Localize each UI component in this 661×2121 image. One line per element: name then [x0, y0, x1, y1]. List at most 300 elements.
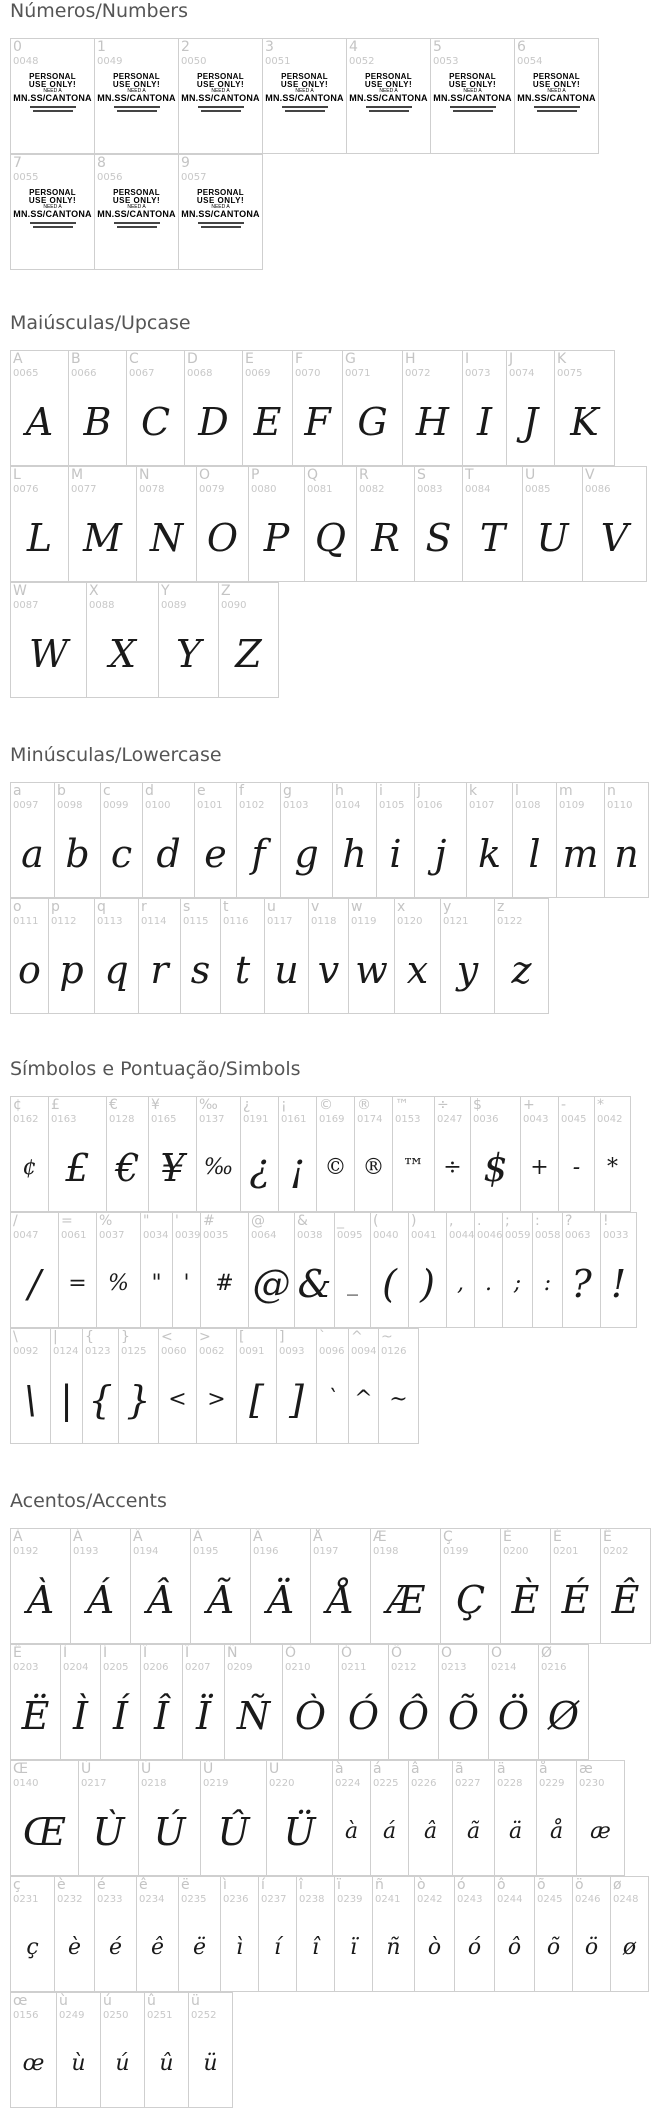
glyph-cell[interactable]	[334, 1876, 373, 1992]
glyph-char-label: &	[297, 1213, 308, 1229]
glyph-cell[interactable]	[180, 898, 221, 1014]
glyph-cell[interactable]	[338, 1644, 389, 1760]
glyph-char-label: a	[13, 783, 22, 799]
glyph-cell[interactable]	[10, 582, 87, 698]
glyph-cell[interactable]	[94, 898, 139, 1014]
glyph-cell[interactable]	[414, 782, 467, 898]
glyph-cell[interactable]	[506, 350, 555, 466]
glyph-preview: Ä	[266, 1578, 295, 1622]
glyph-cell[interactable]	[86, 582, 159, 698]
glyph-preview: ê	[150, 1935, 165, 1960]
glyph-preview: M	[83, 516, 122, 560]
glyph-char-label: ~	[381, 1329, 393, 1345]
glyph-cell[interactable]	[310, 1528, 371, 1644]
glyph-cell[interactable]	[242, 350, 293, 466]
glyph-cell[interactable]	[434, 1096, 471, 1212]
glyph-code-label: 0071	[345, 368, 371, 379]
glyph-preview: €	[115, 1146, 140, 1190]
glyph-char-label: æ	[579, 1761, 593, 1777]
glyph-char-label: O	[199, 467, 211, 483]
glyph-cell[interactable]	[136, 466, 197, 582]
glyph-preview: Ü	[283, 1810, 316, 1854]
glyph-cell[interactable]	[182, 1644, 225, 1760]
glyph-cell[interactable]	[10, 1528, 71, 1644]
glyph-code-label: 0245	[537, 1894, 563, 1905]
glyph-preview: H	[415, 400, 450, 444]
sample-line-l3: NEED A	[127, 88, 146, 94]
glyph-cell[interactable]	[604, 782, 649, 898]
glyph-cell[interactable]	[10, 1876, 55, 1992]
glyph-cell[interactable]	[334, 1212, 371, 1328]
glyph-cell[interactable]	[438, 1644, 489, 1760]
glyph-code-label: 0207	[185, 1662, 211, 1673]
glyph-cell[interactable]	[10, 350, 69, 466]
glyph-cell[interactable]	[514, 38, 599, 154]
glyph-cell[interactable]	[236, 1328, 277, 1444]
glyph-cell[interactable]	[60, 1644, 101, 1760]
glyph-code-label: 0205	[103, 1662, 129, 1673]
glyph-cell[interactable]	[262, 38, 347, 154]
glyph-cell[interactable]	[10, 782, 55, 898]
glyph-cell[interactable]	[250, 1528, 311, 1644]
glyph-cell[interactable]	[594, 1096, 631, 1212]
glyph-cell[interactable]	[220, 1876, 259, 1992]
sample-line-l1: PERSONAL	[281, 72, 328, 81]
glyph-cell[interactable]	[462, 350, 507, 466]
glyph-code-label: 0104	[335, 800, 361, 811]
glyph-code-label: 0234	[139, 1894, 165, 1905]
glyph-cell[interactable]	[414, 1876, 455, 1992]
glyph-code-label: 0204	[63, 1662, 89, 1673]
glyph-cell[interactable]	[200, 1212, 249, 1328]
glyph-cell[interactable]	[522, 466, 583, 582]
glyph-cell[interactable]	[184, 350, 243, 466]
glyph-cell[interactable]	[10, 1328, 51, 1444]
glyph-preview: l	[528, 832, 541, 876]
glyph-code-label: 0063	[565, 1230, 591, 1241]
glyph-cell[interactable]	[188, 1992, 233, 2108]
glyph-cell[interactable]	[376, 782, 415, 898]
sample-line-l2: USE ONLY!	[28, 80, 77, 89]
glyph-code-label: 0119	[351, 916, 377, 927]
glyph-cell[interactable]	[48, 898, 95, 1014]
glyph-cell[interactable]	[218, 582, 279, 698]
glyph-code-label: 0162	[13, 1114, 39, 1125]
glyph-cell[interactable]	[332, 782, 377, 898]
glyph-cell[interactable]	[100, 1644, 141, 1760]
glyph-code-label: 0242	[417, 1894, 443, 1905]
glyph-char-label: z	[497, 899, 505, 915]
glyph-cell[interactable]	[388, 1644, 439, 1760]
glyph-char-label: W	[13, 583, 27, 599]
glyph-code-label: 0174	[357, 1114, 383, 1125]
glyph-cell[interactable]	[550, 1528, 601, 1644]
glyph-code-label: 0226	[411, 1778, 437, 1789]
glyph-cell[interactable]	[158, 1328, 197, 1444]
glyph-cell[interactable]	[248, 466, 305, 582]
glyph-cell[interactable]	[96, 1212, 141, 1328]
glyph-cell[interactable]	[446, 1212, 475, 1328]
glyph-code-label: 0076	[13, 484, 39, 495]
glyph-char-label: 1	[97, 39, 106, 55]
glyph-cell[interactable]	[408, 1760, 453, 1876]
glyph-cell[interactable]	[194, 782, 237, 898]
glyph-cell[interactable]	[56, 1992, 101, 2108]
glyph-preview: !	[610, 1262, 627, 1306]
glyph-code-label: 0169	[319, 1114, 345, 1125]
glyph-code-label: 0106	[417, 800, 443, 811]
glyph-preview: î	[311, 1935, 320, 1960]
glyph-char-label: Ó	[341, 1645, 353, 1661]
glyph-char-label: ]	[279, 1329, 285, 1345]
glyph-preview: Â	[146, 1578, 175, 1622]
glyph-preview: s	[190, 948, 211, 992]
glyph-cell[interactable]	[136, 1876, 179, 1992]
glyph-cell[interactable]	[520, 1096, 559, 1212]
glyph-code-label: 0079	[199, 484, 225, 495]
glyph-cell[interactable]	[372, 1876, 415, 1992]
glyph-code-label: 0083	[417, 484, 443, 495]
fineprint-bar	[198, 222, 244, 224]
glyph-cell[interactable]	[94, 38, 179, 154]
sample-line-l2: USE ONLY!	[532, 80, 581, 89]
glyph-cell[interactable]	[454, 1876, 495, 1992]
sample-line-l3: NEED A	[547, 88, 566, 94]
glyph-cell[interactable]	[118, 1328, 159, 1444]
glyph-cell[interactable]	[494, 1876, 535, 1992]
glyph-cell[interactable]	[554, 350, 615, 466]
glyph-cell[interactable]	[220, 898, 265, 1014]
glyph-cell[interactable]	[394, 898, 441, 1014]
glyph-cell[interactable]	[430, 38, 515, 154]
glyph-cell[interactable]	[50, 1328, 83, 1444]
glyph-code-label: 0206	[143, 1662, 169, 1673]
glyph-code-label: 0084	[465, 484, 491, 495]
glyph-cell[interactable]	[276, 1328, 317, 1444]
glyph-cell[interactable]	[296, 1876, 335, 1992]
fineprint-bar	[201, 110, 241, 112]
glyph-cell[interactable]	[178, 1876, 221, 1992]
glyph-preview: £	[65, 1146, 90, 1190]
glyph-cell[interactable]	[346, 38, 431, 154]
glyph-cell[interactable]	[562, 1212, 601, 1328]
glyph-cell[interactable]	[58, 1212, 97, 1328]
glyph-preview: ;	[513, 1271, 522, 1296]
glyph-cell[interactable]	[378, 1328, 419, 1444]
glyph-preview	[347, 73, 430, 153]
glyph-char-label: )	[411, 1213, 417, 1229]
glyph-cell[interactable]	[70, 1528, 131, 1644]
glyph-cell[interactable]	[440, 898, 495, 1014]
glyph-cell[interactable]	[10, 1992, 57, 2108]
glyph-char-label: Å	[313, 1529, 323, 1545]
glyph-cell[interactable]	[224, 1644, 283, 1760]
glyph-preview: O	[206, 516, 239, 560]
glyph-cell[interactable]	[348, 898, 395, 1014]
sample-line-l4: MN.SS/CANTONA	[13, 209, 92, 219]
glyph-cell[interactable]	[138, 898, 181, 1014]
glyph-preview: ¿	[249, 1146, 270, 1190]
glyph-cell[interactable]	[142, 782, 195, 898]
glyph-cell[interactable]	[536, 1760, 577, 1876]
glyph-cell[interactable]	[144, 1992, 189, 2108]
glyph-code-label: 0047	[13, 1230, 39, 1241]
glyph-preview: œ	[22, 2051, 45, 2076]
glyph-preview: í	[273, 1935, 282, 1960]
glyph-code-label: 0046	[477, 1230, 503, 1241]
glyph-cell[interactable]	[558, 1096, 595, 1212]
glyph-cell[interactable]	[538, 1644, 589, 1760]
glyph-cell[interactable]	[258, 1876, 297, 1992]
glyph-cell[interactable]	[10, 466, 69, 582]
glyph-cell[interactable]	[348, 1328, 379, 1444]
glyph-char-label: ö	[575, 1877, 584, 1893]
glyph-preview: Æ	[386, 1578, 425, 1622]
glyph-preview: K	[570, 400, 599, 444]
glyph-cell[interactable]	[78, 1760, 139, 1876]
glyph-char-label: m	[559, 783, 573, 799]
glyph-cell[interactable]	[572, 1876, 611, 1992]
glyph-cell[interactable]	[178, 154, 263, 270]
glyph-code-label: 0089	[161, 600, 187, 611]
glyph-char-label: 2	[181, 39, 190, 55]
glyph-cell[interactable]	[292, 350, 343, 466]
glyph-cell[interactable]	[240, 1096, 279, 1212]
glyph-preview: ã	[466, 1819, 481, 1844]
glyph-cell[interactable]	[356, 466, 415, 582]
glyph-char-label: ¿	[243, 1097, 251, 1113]
glyph-code-label: 0116	[223, 916, 249, 927]
glyph-cell[interactable]	[494, 1760, 537, 1876]
glyph-cell[interactable]	[200, 1760, 267, 1876]
glyph-cell[interactable]	[68, 466, 137, 582]
glyph-cell[interactable]	[266, 1760, 333, 1876]
glyph-cell[interactable]	[126, 350, 185, 466]
glyph-cell[interactable]	[196, 1096, 241, 1212]
glyph-cell[interactable]	[140, 1212, 173, 1328]
glyph-cell[interactable]	[354, 1096, 393, 1212]
sample-line-l1: PERSONAL	[449, 72, 496, 81]
glyph-preview: `	[327, 1387, 338, 1412]
glyph-cell[interactable]	[452, 1760, 495, 1876]
glyph-preview: Ò	[294, 1694, 327, 1738]
glyph-char-label: P	[251, 467, 260, 483]
glyph-cell[interactable]	[308, 898, 349, 1014]
glyph-code-label: 0236	[223, 1894, 249, 1905]
glyph-cell[interactable]	[282, 1644, 339, 1760]
glyph-preview: Ê	[611, 1578, 640, 1622]
glyph-preview: ®	[362, 1155, 385, 1180]
glyph-preview: Ö	[497, 1694, 530, 1738]
glyph-preview: \	[24, 1378, 37, 1422]
glyph-cell[interactable]	[576, 1760, 625, 1876]
glyph-cell[interactable]	[48, 1096, 107, 1212]
glyph-cell[interactable]	[556, 782, 605, 898]
glyph-cell[interactable]	[10, 898, 49, 1014]
glyph-cell[interactable]	[10, 1096, 49, 1212]
glyph-cell[interactable]	[294, 1212, 335, 1328]
glyph-cell[interactable]	[10, 1212, 59, 1328]
glyph-cell[interactable]	[342, 350, 403, 466]
glyph-cell[interactable]	[414, 466, 463, 582]
glyph-cell[interactable]	[10, 154, 95, 270]
glyph-cell[interactable]	[402, 350, 463, 466]
glyph-preview: $	[483, 1146, 508, 1190]
glyph-preview: ì	[235, 1935, 244, 1960]
glyph-preview: Ï	[195, 1694, 211, 1738]
glyph-cell[interactable]	[474, 1212, 503, 1328]
glyph-code-label: 0067	[129, 368, 155, 379]
glyph-cell[interactable]	[106, 1096, 149, 1212]
glyph-code-label: 0201	[553, 1546, 579, 1557]
sample-line-l1: PERSONAL	[29, 72, 76, 81]
sample-line-l2: USE ONLY!	[28, 196, 77, 205]
glyph-cell[interactable]	[178, 38, 263, 154]
glyph-cell[interactable]	[140, 1644, 183, 1760]
fineprint-bar	[30, 106, 76, 108]
glyph-cell[interactable]	[494, 898, 549, 1014]
glyph-code-label: 0163	[51, 1114, 77, 1125]
glyph-cell[interactable]	[500, 1528, 551, 1644]
glyph-code-label: 0217	[81, 1778, 107, 1789]
glyph-preview: :	[543, 1271, 552, 1296]
glyph-cell[interactable]	[248, 1212, 295, 1328]
glyph-char-label: Ö	[491, 1645, 503, 1661]
glyph-cell[interactable]	[196, 1328, 237, 1444]
glyph-cell[interactable]	[130, 1528, 191, 1644]
glyph-cell[interactable]	[82, 1328, 119, 1444]
glyph-cell[interactable]	[94, 1876, 137, 1992]
glyph-preview: Œ	[22, 1810, 67, 1854]
glyph-preview: a	[21, 832, 44, 876]
glyph-code-label: 0049	[97, 56, 123, 67]
glyph-char-label: T	[465, 467, 474, 483]
glyph-char-label: ^	[351, 1329, 363, 1345]
sample-line-l2: USE ONLY!	[364, 80, 413, 89]
glyph-cell[interactable]	[466, 782, 513, 898]
glyph-code-label: 0140	[13, 1778, 39, 1789]
glyph-cell[interactable]	[512, 782, 557, 898]
glyph-cell[interactable]	[280, 782, 333, 898]
glyph-cell[interactable]	[148, 1096, 197, 1212]
sample-line-l4: MN.SS/CANTONA	[349, 93, 428, 103]
glyph-preview: Ø	[547, 1694, 580, 1738]
glyph-code-label: 0055	[13, 172, 39, 183]
glyph-preview: z	[511, 948, 532, 992]
sample-line-l1: PERSONAL	[197, 188, 244, 197]
glyph-cell[interactable]	[470, 1096, 521, 1212]
glyph-preview: }	[126, 1378, 151, 1422]
glyph-preview: {	[88, 1378, 113, 1422]
glyph-cell[interactable]	[236, 782, 281, 898]
glyph-char-label: ¡	[281, 1097, 287, 1113]
glyph-cell[interactable]	[264, 898, 309, 1014]
glyph-char-label: Â	[133, 1529, 143, 1545]
glyph-cell[interactable]	[54, 782, 101, 898]
glyph-cell[interactable]	[68, 350, 127, 466]
personal-use-sample	[517, 73, 595, 112]
glyph-code-label: 0114	[141, 916, 167, 927]
glyph-cell[interactable]	[10, 38, 95, 154]
glyph-code-label: 0227	[455, 1778, 481, 1789]
glyph-code-label: 0075	[557, 368, 583, 379]
glyph-cell[interactable]	[610, 1876, 649, 1992]
glyph-preview: >	[207, 1387, 226, 1412]
fineprint-bar	[30, 222, 76, 224]
personal-use-sample	[433, 73, 511, 112]
glyph-char-label: b	[57, 783, 66, 799]
glyph-cell[interactable]	[100, 782, 143, 898]
glyph-code-label: 0082	[359, 484, 385, 495]
glyph-cell[interactable]	[332, 1760, 371, 1876]
glyph-cell[interactable]	[196, 466, 249, 582]
glyph-cell[interactable]	[370, 1760, 409, 1876]
glyph-cell[interactable]	[94, 154, 179, 270]
glyph-cell[interactable]	[488, 1644, 539, 1760]
glyph-cell[interactable]	[502, 1212, 533, 1328]
glyph-cell[interactable]	[600, 1528, 651, 1644]
glyph-preview: ÷	[443, 1155, 462, 1180]
glyph-cell[interactable]	[534, 1876, 573, 1992]
glyph-cell[interactable]	[440, 1528, 501, 1644]
glyph-cell[interactable]	[462, 466, 523, 582]
glyph-cell[interactable]	[304, 466, 357, 582]
glyph-cell[interactable]	[392, 1096, 435, 1212]
glyph-char-label: u	[267, 899, 276, 915]
glyph-cell[interactable]	[582, 466, 647, 582]
glyph-char-label: Õ	[441, 1645, 453, 1661]
glyph-cell[interactable]	[316, 1328, 349, 1444]
glyph-cell[interactable]	[100, 1992, 145, 2108]
glyph-cell[interactable]	[408, 1212, 447, 1328]
glyph-cell[interactable]	[10, 1760, 79, 1876]
glyph-cell[interactable]	[172, 1212, 201, 1328]
glyph-cell[interactable]	[158, 582, 219, 698]
glyph-cell[interactable]	[278, 1096, 317, 1212]
personal-use-sample	[181, 73, 259, 112]
glyph-code-label: 0090	[221, 600, 247, 611]
glyph-char-label: n	[607, 783, 616, 799]
glyph-preview: A	[25, 400, 54, 444]
glyph-cell[interactable]	[10, 1644, 61, 1760]
glyph-preview: é	[108, 1935, 123, 1960]
glyph-char-label: ã	[455, 1761, 464, 1777]
glyph-cell[interactable]	[370, 1212, 409, 1328]
glyph-cell[interactable]	[316, 1096, 355, 1212]
glyph-preview: I	[476, 400, 492, 444]
glyph-cell[interactable]	[370, 1528, 441, 1644]
sample-line-l3: NEED A	[43, 88, 62, 94]
glyph-preview: &	[297, 1262, 332, 1306]
glyph-preview: t	[234, 948, 251, 992]
glyph-char-label: ë	[181, 1877, 190, 1893]
glyph-cell[interactable]	[532, 1212, 563, 1328]
glyph-char-label: Í	[103, 1645, 108, 1661]
glyph-char-label: o	[13, 899, 22, 915]
glyph-code-label: 0112	[51, 916, 77, 927]
glyph-cell[interactable]	[190, 1528, 251, 1644]
glyph-cell[interactable]	[138, 1760, 201, 1876]
glyph-code-label: 0202	[603, 1546, 629, 1557]
glyph-code-label: 0050	[181, 56, 207, 67]
glyph-preview: @	[252, 1262, 291, 1306]
glyph-code-label: 0156	[13, 2010, 39, 2021]
glyph-code-label: 0037	[99, 1230, 125, 1241]
glyph-cell[interactable]	[600, 1212, 637, 1328]
glyph-char-label: v	[311, 899, 320, 915]
glyph-cell[interactable]	[54, 1876, 95, 1992]
glyph-char-label: L	[13, 467, 21, 483]
